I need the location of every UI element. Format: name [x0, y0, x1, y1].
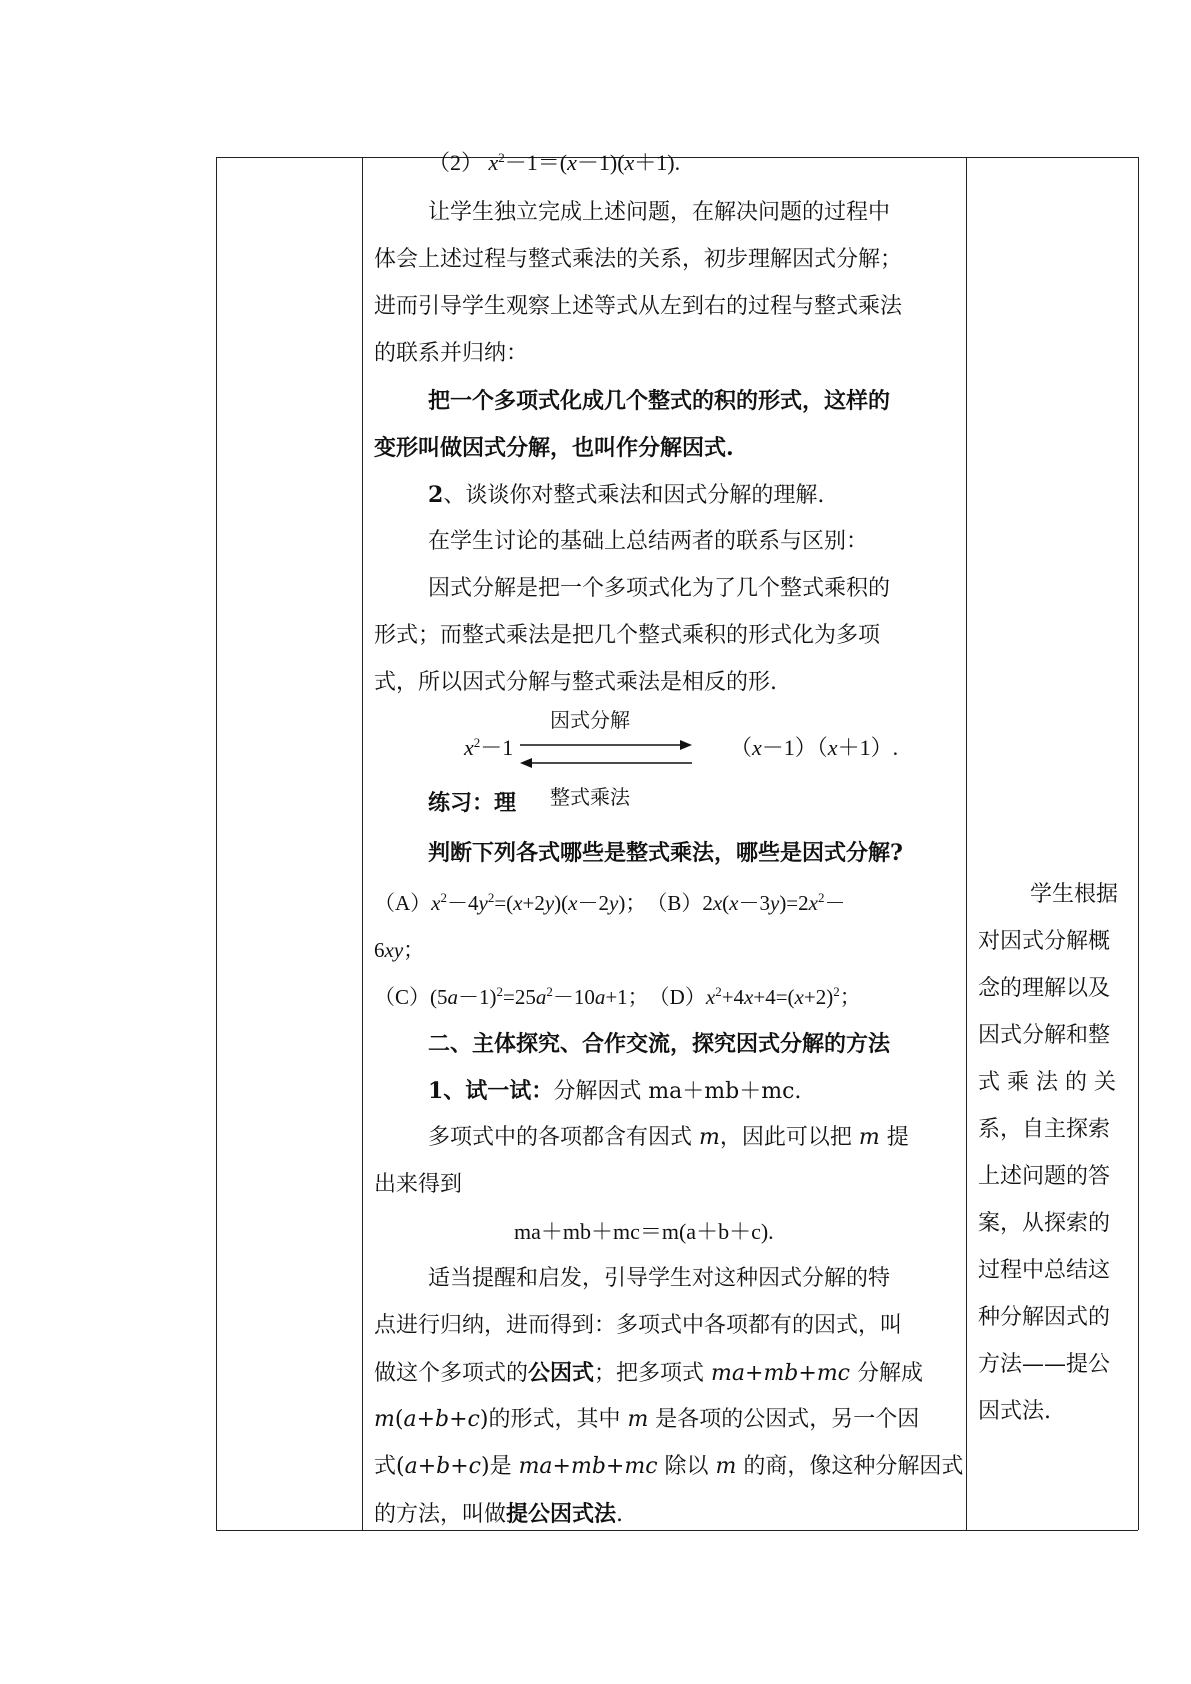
activity-line: 系，自主探索 — [978, 1117, 1111, 1142]
table-border-bottom — [216, 1530, 1138, 1531]
diagram-right-expr: （x－1）（x＋1）. — [730, 735, 899, 760]
try-it: 1、试一试：分解因式 ma＋mb＋mc. — [428, 1078, 802, 1104]
activity-line: 因式分解和整 — [978, 1023, 1111, 1048]
activity-line: 因式法. — [978, 1399, 1051, 1424]
exercise-heading: 练习：理 — [428, 790, 517, 816]
exercise-prompt: 判断下列各式哪些是整式乘法，哪些是因式分解? — [428, 840, 903, 866]
diagram-left-expr: $x^2-1$ — [464, 735, 514, 760]
text-line: 让学生独立完成上述问题，在解决问题的过程中 — [428, 200, 891, 225]
activity-line: 种分解因式的 — [978, 1305, 1111, 1330]
table-border-col2 — [966, 157, 967, 1530]
text-line: 形式；而整式乘法是把几个整式乘积的形式化为多项 — [374, 623, 881, 648]
text-line: 的联系并归纳： — [374, 341, 529, 366]
text-line: 式(a+b+c)是 ma+mb+mc 除以 m 的商，像这种分解因式 — [374, 1454, 964, 1479]
definition-line: 变形叫做因式分解，也叫作分解因式. — [374, 435, 734, 461]
section-heading: 二、主体探究、合作交流，探究因式分解的方法 — [428, 1031, 891, 1057]
text-line: 做这个多项式的公因式；把多项式 ma+mb+mc 分解成 — [374, 1360, 924, 1386]
activity-line: 念的理解以及 — [978, 976, 1111, 1001]
activity-line: 式 乘 法 的 关 — [978, 1070, 1116, 1095]
equation-2: （2） $x^2-1=(x-1)(x+1)$. — [428, 150, 681, 175]
activity-line: 上述问题的答 — [978, 1164, 1111, 1189]
table-border-right — [1138, 157, 1139, 1530]
text-line: 进而引导学生观察上述等式从左到右的过程与整式乘法 — [374, 294, 903, 319]
text-line: m(a+b+c)的形式，其中 m 是各项的公因式，另一个因 — [374, 1407, 920, 1432]
diagram-arrows — [520, 735, 700, 775]
text-line: 多项式中的各项都含有因式 m，因此可以把 m 提 — [428, 1125, 909, 1150]
text-line: 体会上述过程与整式乘法的关系，初步理解因式分解； — [374, 247, 903, 272]
activity-line: 过程中总结这 — [978, 1258, 1111, 1283]
exercise-cd: $(C)(5a-1)^2=25a^2-10a+1$； $(D)x^2+4x+4=(x+2)^2$； — [374, 984, 861, 1009]
text-line: 式，所以因式分解与整式乘法是相反的形. — [374, 670, 777, 695]
text-line: 在学生讨论的基础上总结两者的联系与区别： — [428, 529, 869, 554]
exercise-b-cont: 6xy； — [374, 938, 425, 962]
question-2: 2、谈谈你对整式乘法和因式分解的理解. — [428, 482, 825, 508]
definition-line: 把一个多项式化成几个整式的积的形式，这样的 — [428, 388, 891, 414]
diagram-top-label: 因式分解 — [550, 708, 630, 732]
diagram-bottom-label: 整式乘法 — [550, 785, 630, 809]
activity-line: 方法——提公 — [978, 1352, 1111, 1377]
table-border-col1 — [362, 157, 363, 1530]
text-line: 适当提醒和启发，引导学生对这种因式分解的特 — [428, 1266, 891, 1291]
activity-line: 案，从探索的 — [978, 1211, 1111, 1236]
text-line: 因式分解是把一个多项式化为了几个整式乘积的 — [428, 576, 891, 601]
text-line: 点进行归纳，进而得到：多项式中各项都有的因式，叫 — [374, 1313, 903, 1338]
common-factor-equation: ma＋mb＋mc＝m(a＋b＋c). — [514, 1219, 774, 1244]
exercise-ab: $(A)x^2-4y^2=(x+2y)(x-2y)$； $(B)2x(x-3y)=2x^2-$ — [374, 890, 846, 915]
activity-line: 学生根据 — [1030, 882, 1119, 907]
activity-line: 对因式分解概 — [978, 929, 1111, 954]
text-line: 的方法，叫做提公因式法. — [374, 1501, 624, 1527]
text-line: 出来得到 — [374, 1172, 463, 1197]
table-border-left — [216, 157, 217, 1530]
